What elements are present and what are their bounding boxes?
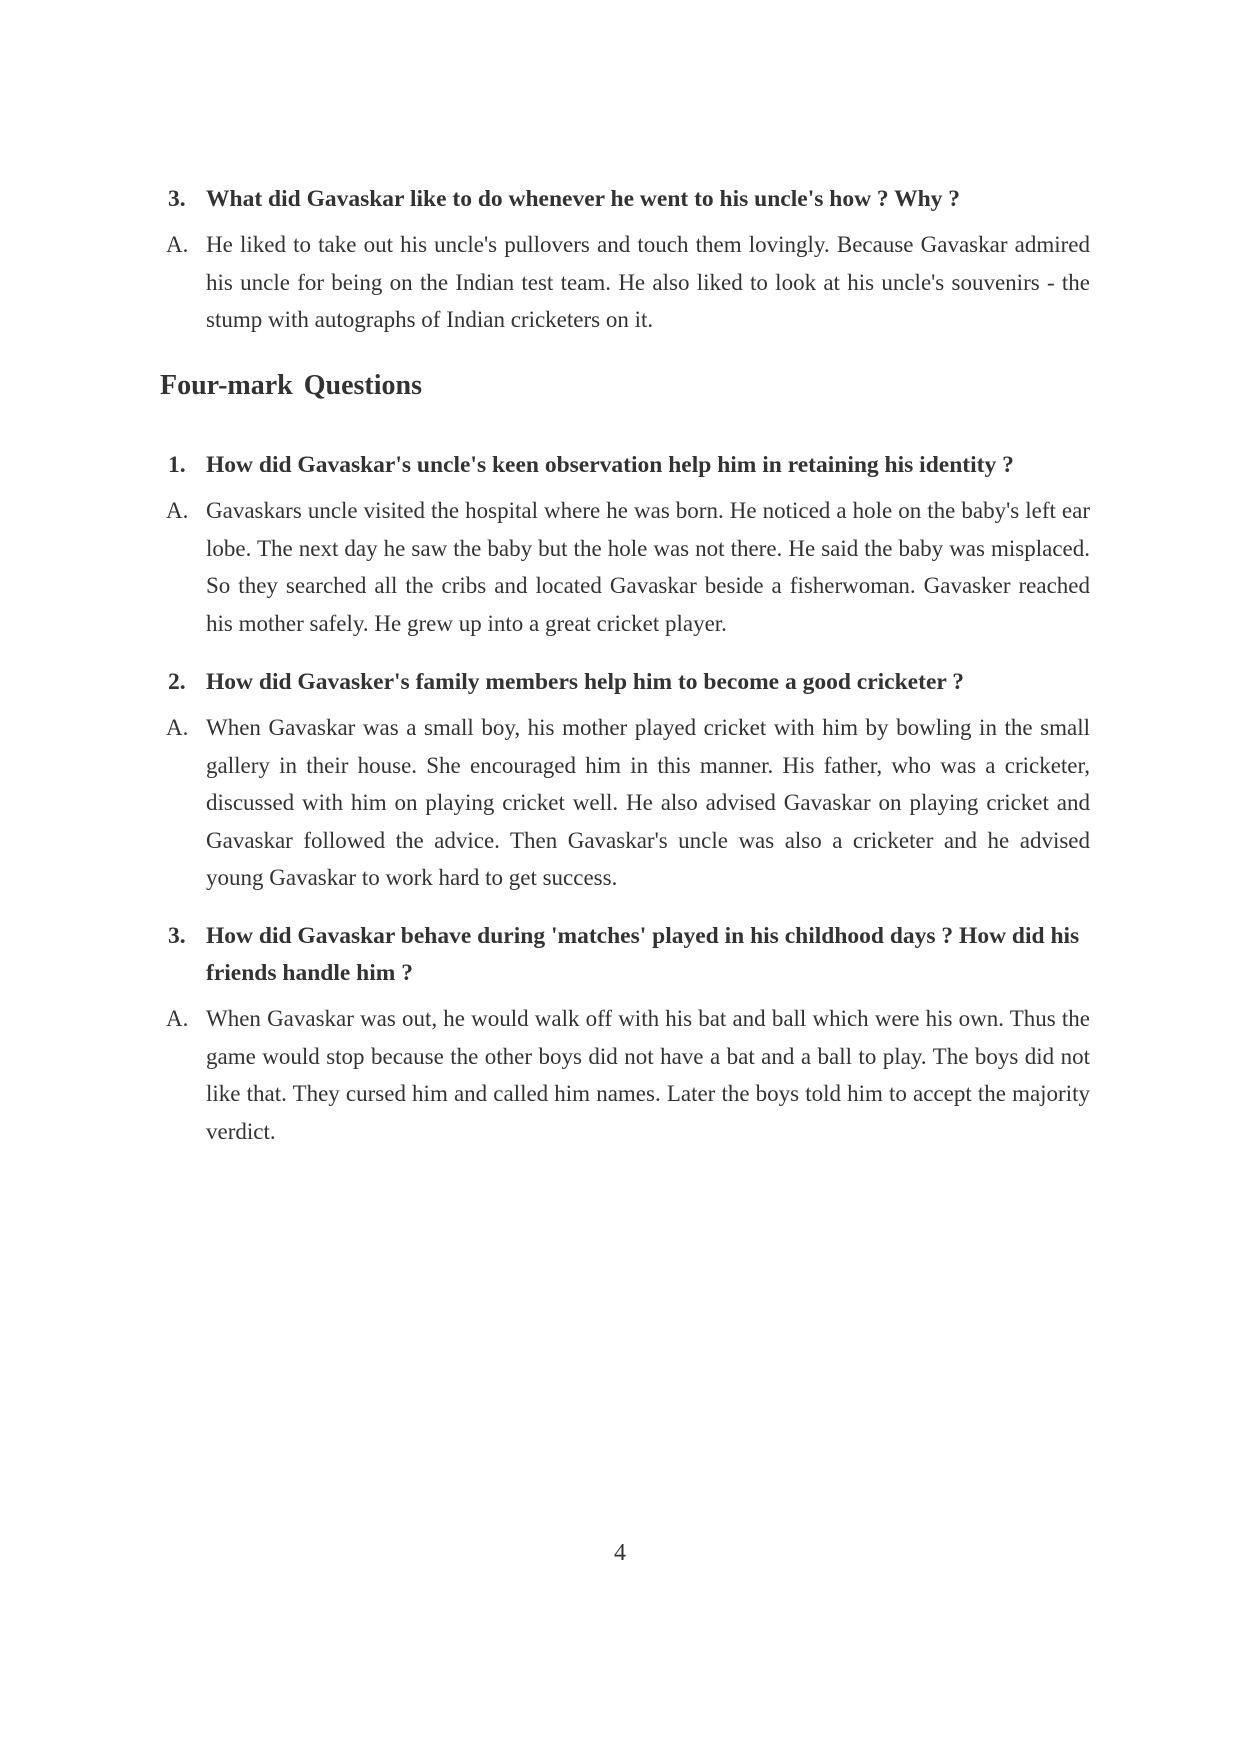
question-number: 3. [168, 186, 186, 212]
section-heading: Four-mark Questions [160, 370, 422, 401]
answer-text: When Gavaskar was out, he would walk off with his bat and ball which were his own. Thus the game would stop because the other boys did not have a bat and a ball to play. The boys did not like that. They cursed him and called him names. Later the boys told him to accept the majority verdict. [206, 1006, 1090, 1144]
question-number: 3. [168, 923, 186, 949]
answer-label: A. [166, 498, 189, 523]
answer [160, 709, 1090, 897]
answer-text: Gavaskars uncle visited the hospital where he was born. He noticed a hole on the baby's left ear lobe. The next day he saw the baby but the hole was not there. He said the baby was misplaced. So they searched all the cribs and located Gavaskar beside a fisherwoman. Gavasker reached his mother safely. He grew up into a great cricket player. [206, 498, 1090, 636]
question [160, 181, 1090, 218]
answer [160, 492, 1090, 642]
qa-block-1 [160, 447, 1090, 642]
question-text: How did Gavaskar behave during 'matches' played in his childhood days ? How did his friends handle him ? [206, 923, 1080, 986]
question [160, 664, 1090, 701]
question-text: How did Gavaskar's uncle's keen observation help him in retaining his identity ? [206, 452, 1014, 478]
question [160, 447, 1090, 484]
answer-label: A. [166, 1006, 189, 1031]
qa-block-3 [160, 918, 1090, 1150]
question-number: 1. [168, 452, 186, 478]
qa-block-2 [160, 664, 1090, 897]
page-number: 4 [614, 1540, 626, 1566]
question-text: How did Gavasker's family members help him to become a good cricketer ? [206, 669, 965, 695]
question-number: 2. [168, 669, 186, 695]
question-text: What did Gavaskar like to do whenever he went to his uncle's how ? Why ? [206, 186, 961, 212]
answer-label: A. [166, 232, 189, 257]
qa-block-intro [160, 181, 1090, 339]
answer-text: He liked to take out his uncle's pullovers and touch them lovingly. Because Gavaskar admired his uncle for being on the Indian test team. He also liked to look at his uncle's souvenirs - the stump with autographs of Indian cricketers on it. [206, 232, 1090, 332]
answer-label: A. [166, 715, 189, 740]
question [160, 918, 1090, 992]
answer [160, 1000, 1090, 1150]
answer-text: When Gavaskar was a small boy, his mother played cricket with him by bowling in the small gallery in their house. She encouraged him in this manner. His father, who was a cricketer, discussed with him on playing cricket well. He also advised Gavaskar on playing cricket and Gavaskar followed the advice. Then Gavaskar's uncle was also a cricketer and he advised young Gavaskar to work hard to get success. [206, 715, 1090, 890]
answer [160, 226, 1090, 339]
